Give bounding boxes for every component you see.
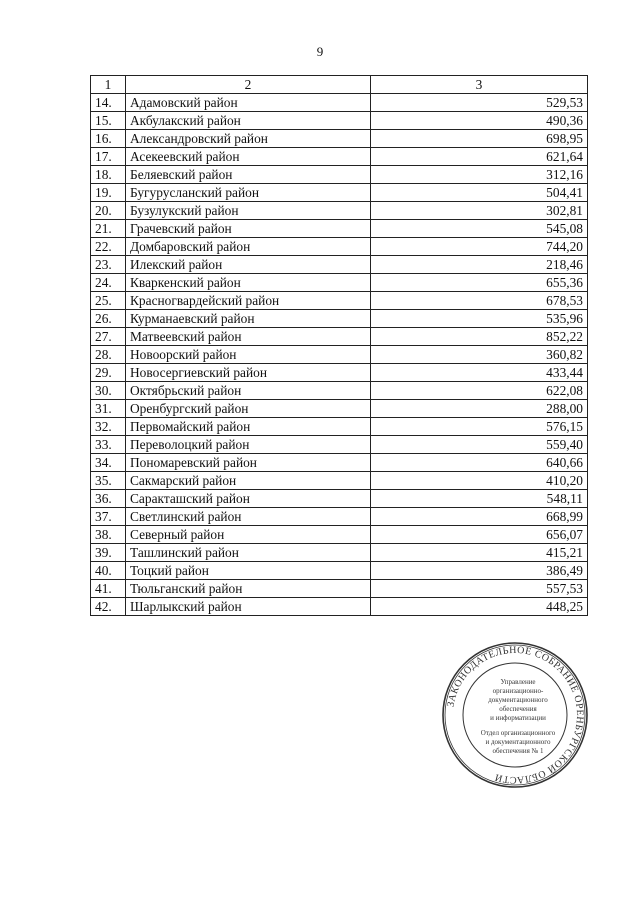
district-name: Александровский район — [126, 130, 371, 148]
row-number: 15. — [91, 112, 126, 130]
district-name: Красногвардейский район — [126, 292, 371, 310]
district-name: Пономаревский район — [126, 454, 371, 472]
table-row — [91, 598, 588, 616]
district-value: 559,40 — [371, 436, 588, 454]
stamp-inner-line: и документационного — [485, 738, 551, 746]
district-value: 576,15 — [371, 418, 588, 436]
table-row — [91, 148, 588, 166]
district-name: Октябрьский район — [126, 382, 371, 400]
district-value: 386,49 — [371, 562, 588, 580]
district-name: Новоорский район — [126, 346, 371, 364]
district-name: Ташлинский район — [126, 544, 371, 562]
district-value: 545,08 — [371, 220, 588, 238]
row-number: 18. — [91, 166, 126, 184]
table-row — [91, 256, 588, 274]
row-number: 35. — [91, 472, 126, 490]
table-row — [91, 382, 588, 400]
stamp-inner-line: обеспечения № 1 — [492, 747, 544, 755]
row-number: 20. — [91, 202, 126, 220]
district-value: 302,81 — [371, 202, 588, 220]
stamp-inner-line: документационного — [488, 696, 548, 704]
row-number: 37. — [91, 508, 126, 526]
district-name: Кваркенский район — [126, 274, 371, 292]
district-name: Шарлыкский район — [126, 598, 371, 616]
row-number: 24. — [91, 274, 126, 292]
district-name: Асекеевский район — [126, 148, 371, 166]
table-row — [91, 346, 588, 364]
district-value: 668,99 — [371, 508, 588, 526]
district-name: Бугурусланский район — [126, 184, 371, 202]
district-value: 535,96 — [371, 310, 588, 328]
district-name: Переволоцкий район — [126, 436, 371, 454]
district-value: 448,25 — [371, 598, 588, 616]
official-stamp — [440, 640, 590, 790]
table-row — [91, 418, 588, 436]
district-name: Акбулакский район — [126, 112, 371, 130]
district-value: 852,22 — [371, 328, 588, 346]
district-name: Грачевский район — [126, 220, 371, 238]
district-name: Адамовский район — [126, 94, 371, 112]
district-value: 360,82 — [371, 346, 588, 364]
row-number: 38. — [91, 526, 126, 544]
district-value: 410,20 — [371, 472, 588, 490]
district-name: Матвеевский район — [126, 328, 371, 346]
stamp-inner-line: Отдел организационного — [480, 729, 556, 737]
row-number: 42. — [91, 598, 126, 616]
district-value: 312,16 — [371, 166, 588, 184]
row-number: 33. — [91, 436, 126, 454]
table-row — [91, 94, 588, 112]
row-number: 14. — [91, 94, 126, 112]
table-row — [91, 328, 588, 346]
district-name: Беляевский район — [126, 166, 371, 184]
row-number: 32. — [91, 418, 126, 436]
district-name: Сакмарский район — [126, 472, 371, 490]
table-row — [91, 562, 588, 580]
stamp-inner-line: и информатизации — [490, 714, 546, 722]
table-row — [91, 112, 588, 130]
table-row — [91, 364, 588, 382]
district-name: Тоцкий район — [126, 562, 371, 580]
district-name: Курманаевский район — [126, 310, 371, 328]
district-value: 698,95 — [371, 130, 588, 148]
district-value: 490,36 — [371, 112, 588, 130]
district-value: 655,36 — [371, 274, 588, 292]
district-value: 529,53 — [371, 94, 588, 112]
row-number: 34. — [91, 454, 126, 472]
district-name: Светлинский район — [126, 508, 371, 526]
column-header-number: 1 — [91, 76, 126, 94]
row-number: 17. — [91, 148, 126, 166]
row-number: 25. — [91, 292, 126, 310]
table-row — [91, 220, 588, 238]
district-name: Тюльганский район — [126, 580, 371, 598]
table-row — [91, 472, 588, 490]
district-value: 504,41 — [371, 184, 588, 202]
table-header-row — [91, 76, 588, 94]
district-name: Саракташский район — [126, 490, 371, 508]
stamp-inner-line: организационно- — [492, 687, 544, 695]
district-value: 622,08 — [371, 382, 588, 400]
district-value: 744,20 — [371, 238, 588, 256]
stamp-inner-line: обеспечения — [499, 705, 537, 713]
district-name: Оренбургский район — [126, 400, 371, 418]
district-table — [90, 75, 588, 616]
table-body — [91, 94, 588, 616]
district-name: Домбаровский район — [126, 238, 371, 256]
table-row — [91, 400, 588, 418]
table-row — [91, 436, 588, 454]
row-number: 36. — [91, 490, 126, 508]
stamp-inner-line: Управление — [500, 678, 536, 686]
district-value: 218,46 — [371, 256, 588, 274]
stamp-seal — [440, 640, 590, 790]
row-number: 30. — [91, 382, 126, 400]
row-number: 22. — [91, 238, 126, 256]
table-row — [91, 526, 588, 544]
column-header-value: 3 — [371, 76, 588, 94]
district-name: Первомайский район — [126, 418, 371, 436]
table-row — [91, 508, 588, 526]
row-number: 39. — [91, 544, 126, 562]
district-name: Бузулукский район — [126, 202, 371, 220]
district-name: Новосергиевский район — [126, 364, 371, 382]
row-number: 31. — [91, 400, 126, 418]
table-row — [91, 130, 588, 148]
row-number: 28. — [91, 346, 126, 364]
table-row — [91, 544, 588, 562]
row-number: 41. — [91, 580, 126, 598]
stamp-outer-text: ЗАКОНОДАТЕЛЬНОЕ СОБРАНИЕ ОРЕНБУРГСКОЙ ОБЛАСТИ — [445, 644, 586, 786]
district-value: 433,44 — [371, 364, 588, 382]
table-row — [91, 292, 588, 310]
district-value: 288,00 — [371, 400, 588, 418]
row-number: 27. — [91, 328, 126, 346]
district-value: 621,64 — [371, 148, 588, 166]
row-number: 40. — [91, 562, 126, 580]
district-name: Илекский район — [126, 256, 371, 274]
table-row — [91, 166, 588, 184]
row-number: 23. — [91, 256, 126, 274]
district-value: 415,21 — [371, 544, 588, 562]
page-number: 9 — [316, 44, 324, 59]
table-row — [91, 490, 588, 508]
district-value: 640,66 — [371, 454, 588, 472]
table-row — [91, 580, 588, 598]
table-row — [91, 202, 588, 220]
table-row — [91, 454, 588, 472]
district-value: 557,53 — [371, 580, 588, 598]
row-number: 21. — [91, 220, 126, 238]
row-number: 19. — [91, 184, 126, 202]
column-header-name: 2 — [126, 76, 371, 94]
row-number: 16. — [91, 130, 126, 148]
table-row — [91, 310, 588, 328]
district-value: 678,53 — [371, 292, 588, 310]
district-value: 548,11 — [371, 490, 588, 508]
table-row — [91, 274, 588, 292]
table-row — [91, 238, 588, 256]
table-row — [91, 184, 588, 202]
row-number: 26. — [91, 310, 126, 328]
row-number: 29. — [91, 364, 126, 382]
district-name: Северный район — [126, 526, 371, 544]
district-value: 656,07 — [371, 526, 588, 544]
